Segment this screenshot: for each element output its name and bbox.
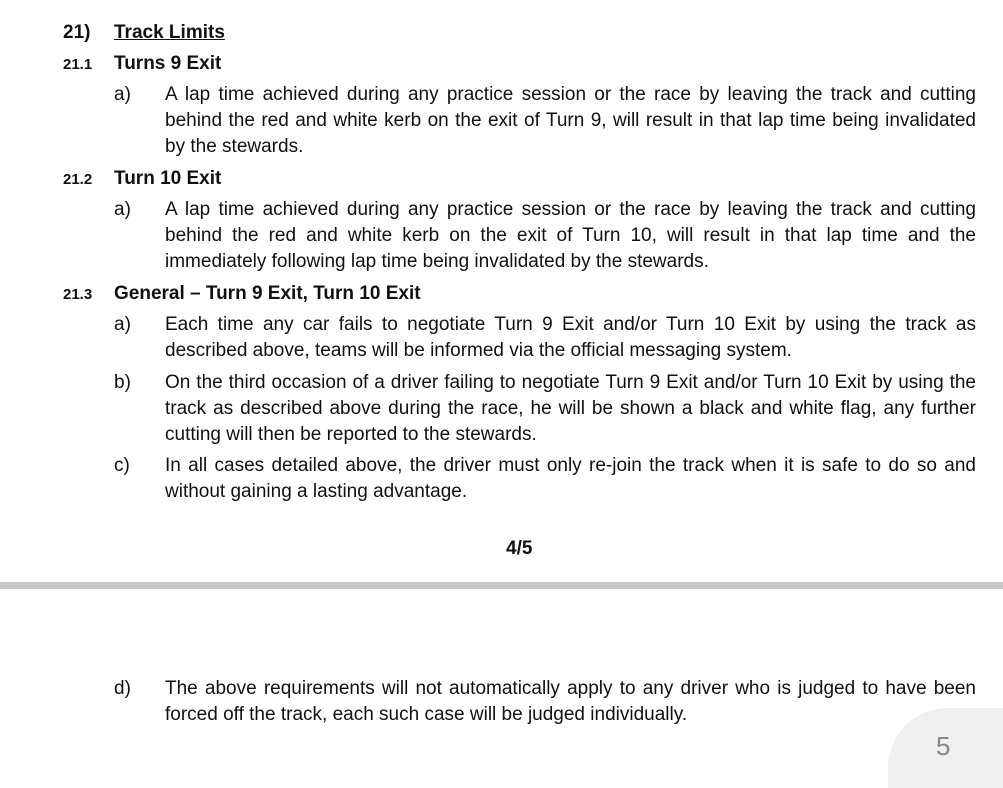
section-title: Track Limits	[114, 22, 225, 43]
subsection-title: Turn 10 Exit	[114, 168, 222, 189]
item-text: In all cases detailed above, the driver must only re-join the track when it is safe to do so and without gaining a lasting advantage.	[165, 455, 976, 502]
item-text: A lap time achieved during any practice session or the race by leaving the track and cutting behind the red and white kerb on the exit of Turn 9, will result in that lap time being invalidated by the stewards.	[165, 84, 976, 157]
item-text: A lap time achieved during any practice session or the race by leaving the track and cutting behind the red and white kerb on the exit of Turn 10, will result in that lap time and the immediately following lap time being invalidated by the stewards.	[165, 199, 976, 272]
item-letter: b)	[114, 372, 131, 393]
item-letter: a)	[114, 84, 131, 105]
item-text: Each time any car fails to negotiate Turn 9 Exit and/or Turn 10 Exit by using the track as described above, teams will be informed via the official messaging system.	[165, 314, 976, 361]
item-text: The above requirements will not automatically apply to any driver who is judged to have been forced off the track, each such case will be judged individually.	[165, 678, 976, 725]
subsection-number: 21.1	[63, 56, 93, 73]
subsection-number: 21.3	[63, 286, 93, 303]
item-letter: a)	[114, 314, 131, 335]
page-number: 4/5	[506, 538, 533, 559]
next-page-number: 5	[936, 731, 951, 761]
item-letter: a)	[114, 199, 131, 220]
page-separator	[0, 582, 1003, 589]
item-text: On the third occasion of a driver failing to negotiate Turn 9 Exit and/or Turn 10 Exit by using the track as described above during the race, he will be shown a black and white flag, any further cutting will then be reported to the stewards.	[165, 372, 976, 445]
item-letter: c)	[114, 455, 130, 476]
subsection-title: Turns 9 Exit	[114, 53, 222, 74]
subsection-number: 21.2	[63, 171, 93, 188]
item-letter: d)	[114, 678, 131, 699]
section-number: 21)	[63, 22, 91, 43]
subsection-title: General – Turn 9 Exit, Turn 10 Exit	[114, 283, 421, 304]
